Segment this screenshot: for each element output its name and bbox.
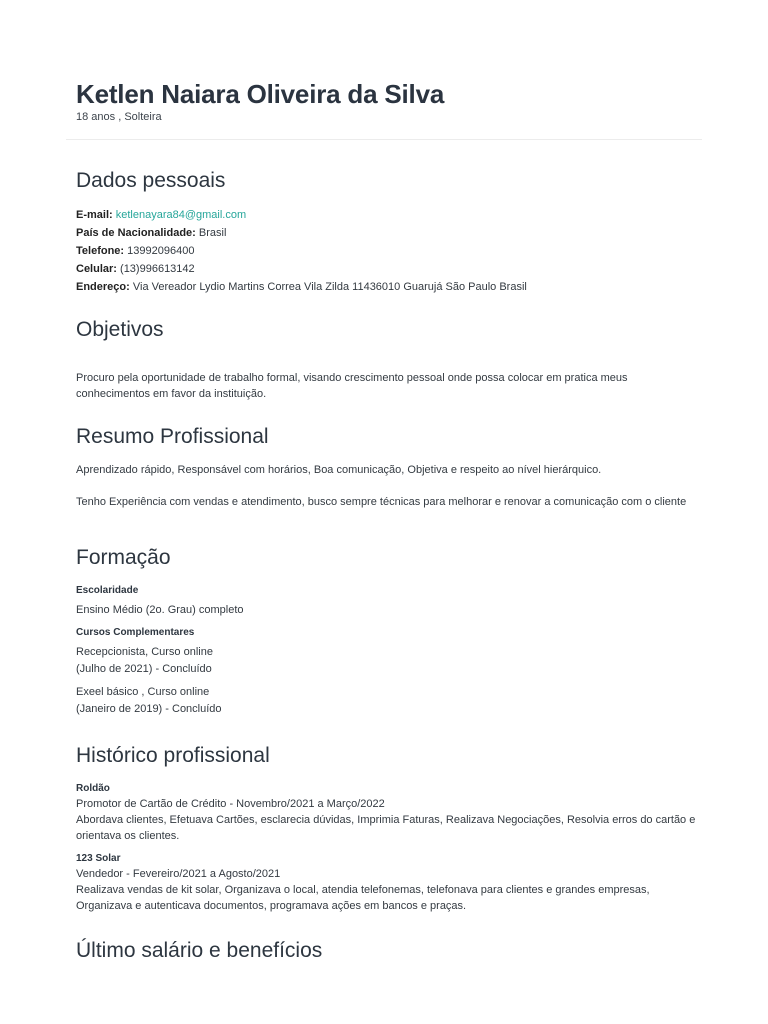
objetivos-text: Procuro pela oportunidade de trabalho formal, visando crescimento pessoal onde possa colocar em pratica meus conhecimentos em favor da instituição. <box>76 372 628 400</box>
telefone-row <box>76 242 696 260</box>
section-title-formacao: Formação <box>76 546 171 569</box>
section-resumo <box>76 424 696 510</box>
nacionalidade-value: Brasil <box>198 227 227 239</box>
section-salario <box>76 938 696 964</box>
resume-header <box>76 78 696 124</box>
section-title-resumo: Resumo Profissional <box>76 425 269 448</box>
section-objetivos <box>76 317 696 402</box>
email-row <box>76 206 696 224</box>
section-dados-pessoais <box>76 168 696 296</box>
section-title-salario: Último salário e benefícios <box>76 939 323 962</box>
job-1-description: Abordava clientes, Efetuava Cartões, esclarecia dúvidas, Imprimia Faturas, Realizava Negociações, Resolvia erros do cartão e orientava os clientes. <box>76 814 696 842</box>
telefone-value: 13992096400 <box>127 245 195 257</box>
escolaridade-label: Escolaridade <box>76 585 139 596</box>
celular-label: Celular: <box>76 263 117 275</box>
job-1-role: Promotor de Cartão de Crédito - Novembro/2021 a Março/2022 <box>76 798 385 810</box>
telefone-label: Telefone: <box>76 245 125 257</box>
job-2-description: Realizava vendas de kit solar, Organizava o local, atendia telefonemas, telefonava para clientes e grandes empresas, Organizava e autenticava documentos, programava ações em bancos e praças. <box>76 884 650 912</box>
nacionalidade-row <box>76 224 696 242</box>
curso-1-name: Recepcionista, Curso online <box>76 646 213 658</box>
job-2-company: 123 Solar <box>76 853 121 864</box>
cursos-label: Cursos Complementares <box>76 627 195 638</box>
endereco-row <box>76 278 696 296</box>
email-link[interactable]: ketlenayara84@gmail.com <box>115 209 247 221</box>
resumo-paragraph-1: Aprendizado rápido, Responsável com horários, Boa comunicação, Objetiva e respeito ao nível hierárquico. <box>76 464 602 476</box>
endereco-value: Via Vereador Lydio Martins Correa Vila Zilda 11436010 Guarujá São Paulo Brasil <box>132 281 527 293</box>
candidate-subtitle: 18 anos , Solteira <box>76 111 162 123</box>
section-title-objetivos: Objetivos <box>76 318 164 341</box>
section-title-historico: Histórico profissional <box>76 744 270 767</box>
nacionalidade-label: País de Nacionalidade: <box>76 227 196 239</box>
job-2-role: Vendedor - Fevereiro/2021 a Agosto/2021 <box>76 868 281 880</box>
job-1-company: Roldão <box>76 783 110 794</box>
endereco-label: Endereço: <box>76 281 130 293</box>
curso-1-date: (Julho de 2021) - Concluído <box>76 663 212 675</box>
curso-2-name: Exeel básico , Curso online <box>76 686 210 698</box>
candidate-name: Ketlen Naiara Oliveira da Silva <box>76 79 445 109</box>
escolaridade-value: Ensino Médio (2o. Grau) completo <box>76 604 244 616</box>
header-divider <box>66 139 702 140</box>
email-label: E-mail: <box>76 209 113 221</box>
curso-2-date: (Janeiro de 2019) - Concluído <box>76 703 222 715</box>
resumo-paragraph-2: Tenho Experiência com vendas e atendimento, busco sempre técnicas para melhorar e renovar a comunicação com o cliente <box>76 496 687 508</box>
section-title-dados: Dados pessoais <box>76 169 226 192</box>
section-historico <box>76 743 696 914</box>
section-formacao <box>76 545 696 718</box>
celular-row <box>76 260 696 278</box>
celular-value: (13)996613142 <box>120 263 195 275</box>
